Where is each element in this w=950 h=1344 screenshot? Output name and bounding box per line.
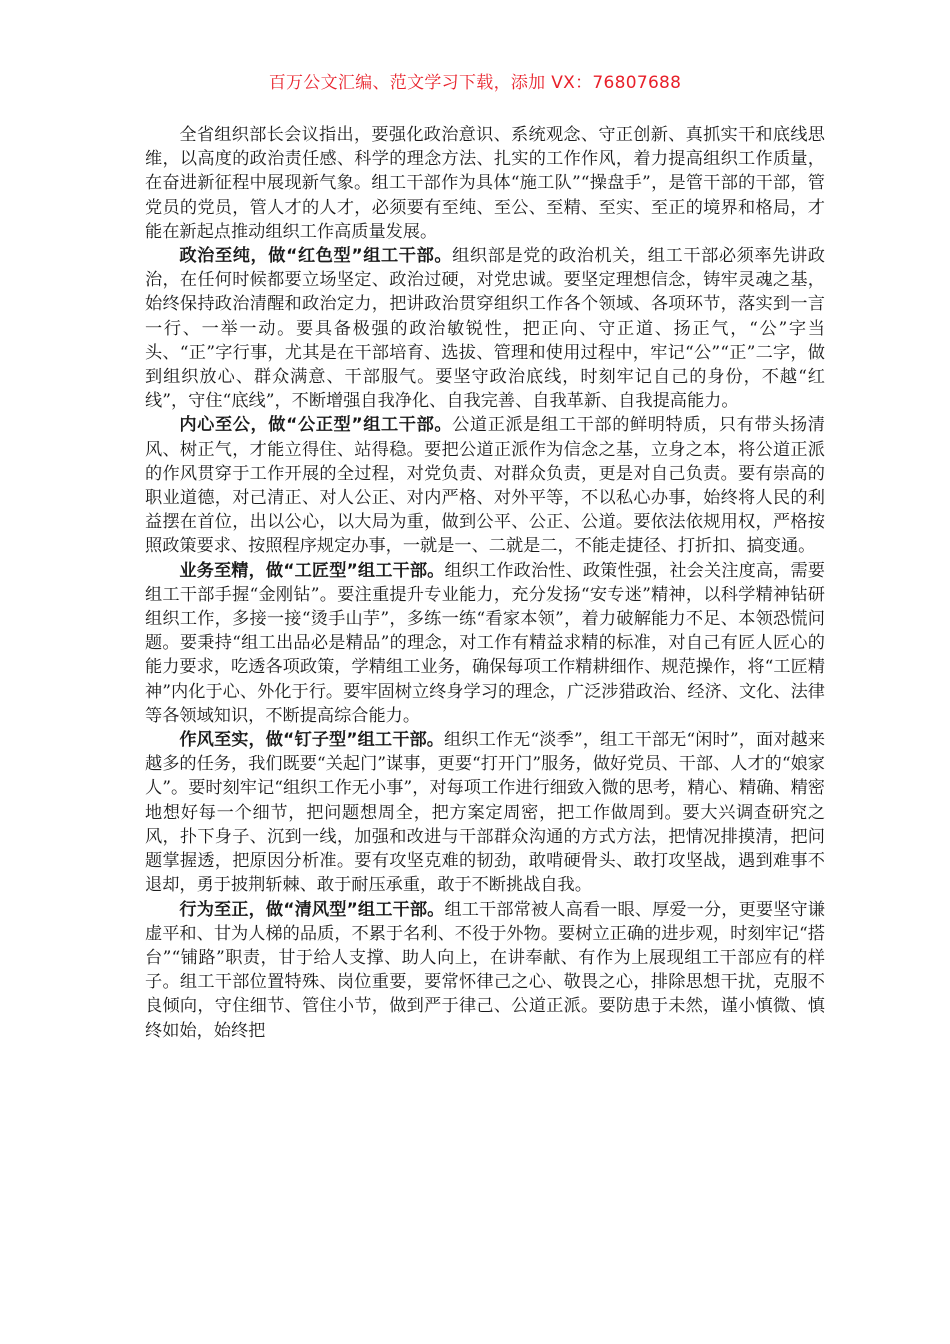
section-paragraph-integrity <box>145 898 825 1043</box>
section-paragraph-nail <box>145 728 825 897</box>
section-heading-nail: 作风至实，做“钉子型”组工干部。 <box>179 730 445 751</box>
section-text-fairness: 公道正派是组工干部的鲜明特质，只有带头扬清风、树正气，才能立得住、站得稳。要把公道正派作为信念之基，立身之本，将公道正派的作风贯穿于工作开展的全过程，对党负责、对群众负责，更是对自己负责。要有崇高的职业道德，对己清正、对人公正、对内严格、对外平等，不以私心办事，始终将人民的利益摆在首位，出以公心，以大局为重，做到公平、公正、公道。要依法依规用权，严格按照政策要求、按照程序规定办事，一就是一、二就是二，不能走捷径、打折扣、搞变通。 <box>145 415 825 557</box>
document-body <box>145 123 825 1043</box>
section-text-craftsman: 组织工作政治性、政策性强，社会关注度高，需要组工干部手握“金刚钻”。要注重提升专业能力，充分发扬“安专迷”精神，以科学精神钻研组织工作，多接一接“烫手山芋”，多练一练“看家本领”，着力破解能力不足、本领恐慌问题。要秉持“组工出品必是精品”的理念，对工作有精益求精的标准，对自己有匠人匠心的能力要求，吃透各项政策，学精组工业务，确保每项工作精耕细作、规范操作，将“工匠精神”内化于心、外化于行。要牢固树立终身学习的理念，广泛涉猎政治、经济、文化、法律等各领域知识，不断提高综合能力。 <box>145 560 825 726</box>
intro-paragraph: 全省组织部长会议指出，要强化政治意识、系统观念、守正创新、真抓实干和底线思维，以高度的政治责任感、科学的理念方法、扎实的工作作风，着力提高组织工作质量，在奋进新征程中展现新气象。组工干部作为具体“施工队”“操盘手”，是管干部的干部，管党员的党员，管人才的人才，必须要有至纯、至公、至精、至实、至正的境界和格局，才能在新起点推动组织工作高质量发展。 <box>145 125 825 242</box>
section-paragraph-craftsman <box>145 559 825 728</box>
section-heading-integrity: 行为至正，做“清风型”组工干部。 <box>179 899 445 920</box>
section-heading-fairness: 内心至公，做“公正型”组工干部。 <box>179 415 453 436</box>
section-heading-political: 政治至纯，做“红色型”组工干部。 <box>179 246 453 267</box>
section-text-political: 组织部是党的政治机关，组工干部必须率先讲政治，在任何时候都要立场坚定、政治过硬，对党忠诚。要坚定理想信念，铸牢灵魂之基，始终保持政治清醒和政治定力，把讲政治贯穿组织工作各个领域、各项环节，落实到一言一行、一举一动。要具备极强的政治敏锐性，把正向、守正道、扬正气，“公”字当头、“正”字行事，尤其是在干部培育、选拔、管理和使用过程中，牢记“公”“正”二字，做到组织放心、群众满意、干部服气。要坚守政治底线，时刻牢记自己的身份，不越“红线”，守住“底线”，不断增强自我净化、自我完善、自我革新、自我提高能力。 <box>145 246 825 412</box>
section-heading-craftsman: 业务至精，做“工匠型”组工干部。 <box>179 560 445 581</box>
section-paragraph-political <box>145 244 825 413</box>
page-header-banner: 百万公文汇编、范文学习下载，添加 VX：76807688 <box>268 73 682 93</box>
section-text-integrity: 组工干部常被人高看一眼、厚爱一分，更要坚守谦虚平和、甘为人梯的品质，不累于名利、不役于外物。要树立正确的进步观，时刻牢记“搭台”“铺路”职责，甘于给人支撑、助人向上，在讲奉献、有作为上展现组工干部应有的样子。组工干部位置特殊、岗位重要，要常怀律己之心、敬畏之心，排除思想干扰，克服不良倾向，守住细节、管住小节，做到严于律己、公道正派。要防患于未然，谨小慎微、慎终如始，始终把 <box>145 899 825 1041</box>
section-paragraph-fairness <box>145 413 825 558</box>
section-text-nail: 组织工作无“淡季”，组工干部无“闲时”，面对越来越多的任务，我们既要“关起门”谋事，更要“打开门”服务，做好党员、干部、人才的“娘家人”。要时刻牢记“组织工作无小事”，对每项工作进行细致入微的思考，精心、精确、精密地想好每一个细节，把问题想周全，把方案定周密，把工作做周到。要大兴调查研究之风，扑下身子、沉到一线，加强和改进与干部群众沟通的方式方法，把情况排摸清，把问题掌握透，把原因分析准。要有攻坚克难的韧劲，敢啃硬骨头、敢打攻坚战，遇到难事不退却，勇于披荆斩棘、敢于耐压承重，敢于不断挑战自我。 <box>145 730 826 896</box>
